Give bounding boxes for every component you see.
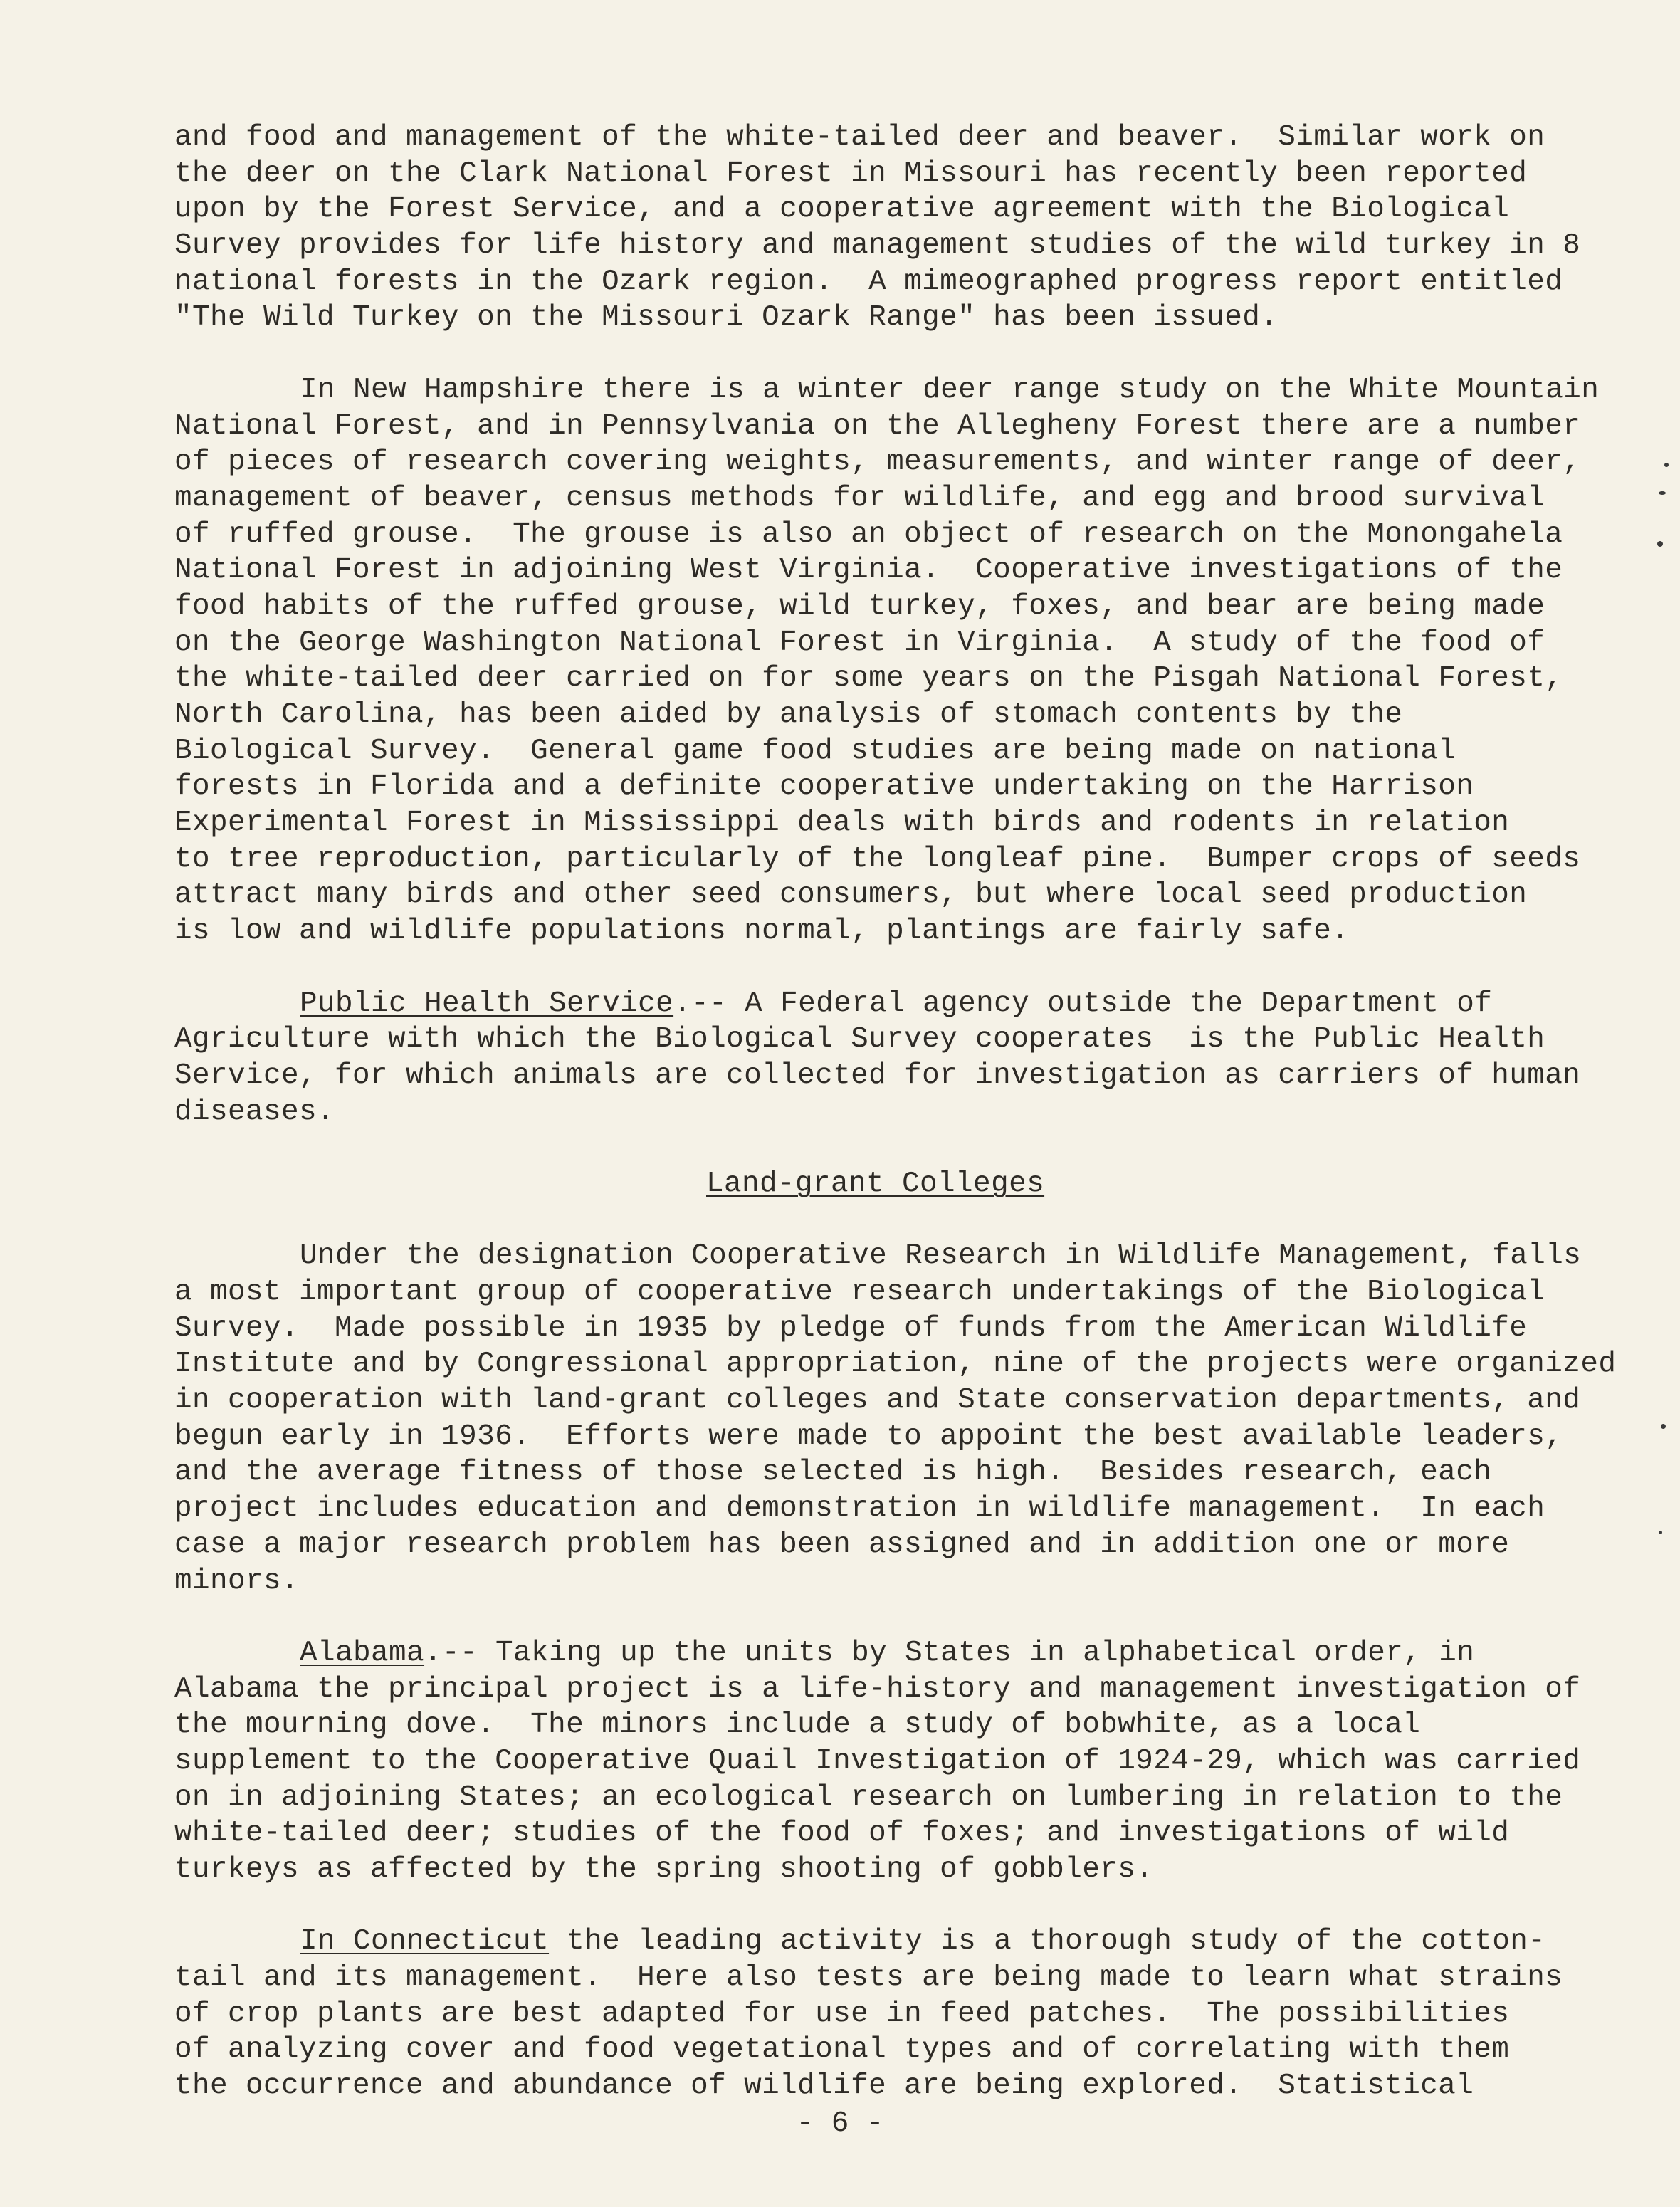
text-line: [174, 1274, 1619, 1311]
text-line: [174, 444, 1619, 481]
line-text: of pieces of research covering weights, measurements, and winter range of deer,: [174, 446, 1581, 479]
text-line: [174, 625, 1619, 661]
line-text: Biological Survey. General game food studies are being made on national: [174, 734, 1456, 767]
text-line: [174, 1346, 1619, 1383]
text-line: [174, 1815, 1619, 1852]
paragraph: [174, 986, 1619, 1131]
run-in-heading: Alabama: [300, 1636, 425, 1669]
text-line: [174, 1491, 1619, 1527]
text-line: [174, 1563, 1619, 1600]
line-text: Under the designation Cooperative Research in Wildlife Management, falls: [300, 1239, 1582, 1273]
text-line: [174, 409, 1619, 445]
text-line: [174, 1960, 1619, 1996]
paper-speck: [1659, 1531, 1662, 1534]
text-line: [174, 481, 1619, 517]
line-text: the occurrence and abundance of wildlife are being explored. Statistical: [174, 2070, 1474, 2103]
text-line: [174, 661, 1619, 697]
section-heading-text: Land-grant Colleges: [706, 1167, 1045, 1200]
text-line: [174, 552, 1619, 589]
text-line: [174, 156, 1619, 192]
paragraph: [174, 1924, 1619, 2104]
line-text: the mourning dove. The minors include a study of bobwhite, as a local: [174, 1709, 1421, 1742]
line-text: Survey provides for life history and management studies of the wild turkey in 8: [174, 229, 1581, 263]
paragraph: [174, 1238, 1619, 1599]
paper-speck: [1661, 1424, 1666, 1429]
line-text: Alabama the principal project is a life-history and management investigation of: [174, 1672, 1581, 1706]
line-text: the white-tailed deer carried on for some years on the Pisgah National Forest,: [174, 662, 1563, 696]
line-text: supplement to the Cooperative Quail Investigation of 1924-29, which was carried: [174, 1744, 1581, 1778]
text-line: [174, 769, 1619, 805]
line-text: North Carolina, has been aided by analysis of stomach contents by the: [174, 698, 1403, 731]
section-heading-block: [174, 1166, 1619, 1202]
text-line: [174, 517, 1619, 553]
run-in-text: the leading activity is a thorough study of the cotton-: [549, 1925, 1546, 1959]
line-text: Experimental Forest in Mississippi deals with birds and rodents in relation: [174, 807, 1510, 840]
text-line: [174, 986, 1619, 1022]
text-line: [174, 1527, 1619, 1563]
paragraph: [174, 120, 1619, 336]
line-text: and food and management of the white-tailed deer and beaver. Similar work on: [174, 121, 1545, 154]
line-text: project includes education and demonstration in wildlife management. In each: [174, 1492, 1545, 1526]
line-text: of crop plants are best adapted for use in feed patches. The possibilities: [174, 1997, 1510, 2030]
line-text: upon by the Forest Service, and a cooperative agreement with the Biological: [174, 193, 1510, 226]
line-text: the deer on the Clark National Forest in Missouri has recently been reported: [174, 157, 1528, 190]
line-text: management of beaver, census methods for wildlife, and egg and brood survival: [174, 481, 1545, 515]
line-text: National Forest, and in Pennsylvania on the Allegheny Forest there are a number: [174, 409, 1581, 443]
line-text: tail and its management. Here also tests are being made to learn what strains: [174, 1961, 1563, 1995]
text-line: [174, 733, 1619, 770]
paragraph: [174, 1635, 1619, 1888]
text-line: [174, 1996, 1619, 2033]
text-line: [174, 1635, 1619, 1672]
line-text: to tree reproduction, particularly of the longleaf pine. Bumper crops of seeds: [174, 842, 1581, 876]
text-line: [174, 1094, 1619, 1131]
text-line: [174, 1058, 1619, 1094]
text-line: [174, 192, 1619, 228]
line-text: a most important group of cooperative research undertakings of the Biological: [174, 1276, 1545, 1309]
line-text: attract many birds and other seed consumers, but where local seed production: [174, 879, 1528, 912]
text-line: [174, 877, 1619, 913]
line-text: Agriculture with which the Biological Survey cooperates is the Public Health: [174, 1023, 1545, 1057]
text-line: [174, 2068, 1619, 2104]
line-text: of ruffed grouse. The grouse is also an object of research on the Monongahela: [174, 518, 1563, 551]
run-in-text: .-- A Federal agency outside the Department of: [673, 987, 1493, 1020]
run-in-heading: Public Health Service: [300, 987, 674, 1020]
text-line: [174, 697, 1619, 733]
section-heading: [174, 1166, 1619, 1202]
paper-speck: [1657, 541, 1663, 547]
text-line: [174, 264, 1619, 300]
line-text: white-tailed deer; studies of the food of foxes; and investigations of wild: [174, 1817, 1510, 1850]
line-text: Institute and by Congressional appropriation, nine of the projects were organized: [174, 1348, 1617, 1381]
typed-body: [174, 120, 1619, 2141]
text-line: [174, 1780, 1619, 1816]
line-text: turkeys as affected by the spring shooting of gobblers.: [174, 1853, 1154, 1886]
text-line: [174, 120, 1619, 156]
text-line: [174, 1707, 1619, 1744]
line-text: In New Hampshire there is a winter deer range study on the White Mountain: [300, 373, 1600, 407]
line-text: National Forest in adjoining West Virginia. Cooperative investigations of the: [174, 554, 1563, 587]
text-line: [174, 1311, 1619, 1347]
line-text: Service, for which animals are collected for investigation as carriers of human: [174, 1059, 1581, 1092]
line-text: forests in Florida and a definite cooperative undertaking on the Harrison: [174, 770, 1474, 804]
text-line: [174, 589, 1619, 625]
text-line: [174, 2032, 1619, 2068]
line-text: begun early in 1936. Efforts were made to appoint the best available leaders,: [174, 1420, 1563, 1453]
line-text: on in adjoining States; an ecological research on lumbering in relation to the: [174, 1781, 1563, 1814]
text-line: [174, 1022, 1619, 1058]
line-text: Survey. Made possible in 1935 by pledge of funds from the American Wildlife: [174, 1311, 1528, 1345]
line-text: "The Wild Turkey on the Missouri Ozark Range" has been issued.: [174, 301, 1279, 335]
line-text: of analyzing cover and food vegetational types and of correlating with them: [174, 2033, 1510, 2067]
line-text: diseases.: [174, 1095, 335, 1128]
paragraph: [174, 372, 1619, 950]
run-in-text: .-- Taking up the units by States in alphabetical order, in: [424, 1636, 1475, 1669]
line-text: in cooperation with land-grant colleges and State conservation departments, and: [174, 1384, 1581, 1417]
text-line: [174, 1852, 1619, 1888]
paper-speck: [1659, 491, 1666, 495]
line-text: on the George Washington National Forest in Virginia. A study of the food of: [174, 626, 1545, 659]
line-text: case a major research problem has been assigned and in addition one or more: [174, 1528, 1510, 1561]
text-line: [174, 913, 1619, 950]
text-line: [174, 228, 1619, 264]
text-line: [174, 1924, 1619, 1960]
text-line: [174, 805, 1619, 842]
text-line: [174, 842, 1619, 878]
line-text: and the average fitness of those selected is high. Besides research, each: [174, 1456, 1492, 1489]
paper-speck: [1664, 463, 1669, 467]
line-text: is low and wildlife populations normal, plantings are fairly safe.: [174, 915, 1350, 948]
text-line: [174, 1383, 1619, 1419]
text-line: [174, 1454, 1619, 1491]
line-text: minors.: [174, 1564, 300, 1598]
text-line: [174, 1744, 1619, 1780]
text-line: [174, 1238, 1619, 1274]
run-in-heading: In Connecticut: [300, 1925, 550, 1959]
text-line: [174, 372, 1619, 409]
line-text: food habits of the ruffed grouse, wild turkey, foxes, and bear are being made: [174, 589, 1545, 623]
line-text: national forests in the Ozark region. A mimeographed progress report entitled: [174, 265, 1563, 298]
page-number: - 6 -: [796, 2107, 884, 2140]
text-line: [174, 1419, 1619, 1455]
text-line: [174, 300, 1619, 336]
text-line: [174, 1672, 1619, 1708]
